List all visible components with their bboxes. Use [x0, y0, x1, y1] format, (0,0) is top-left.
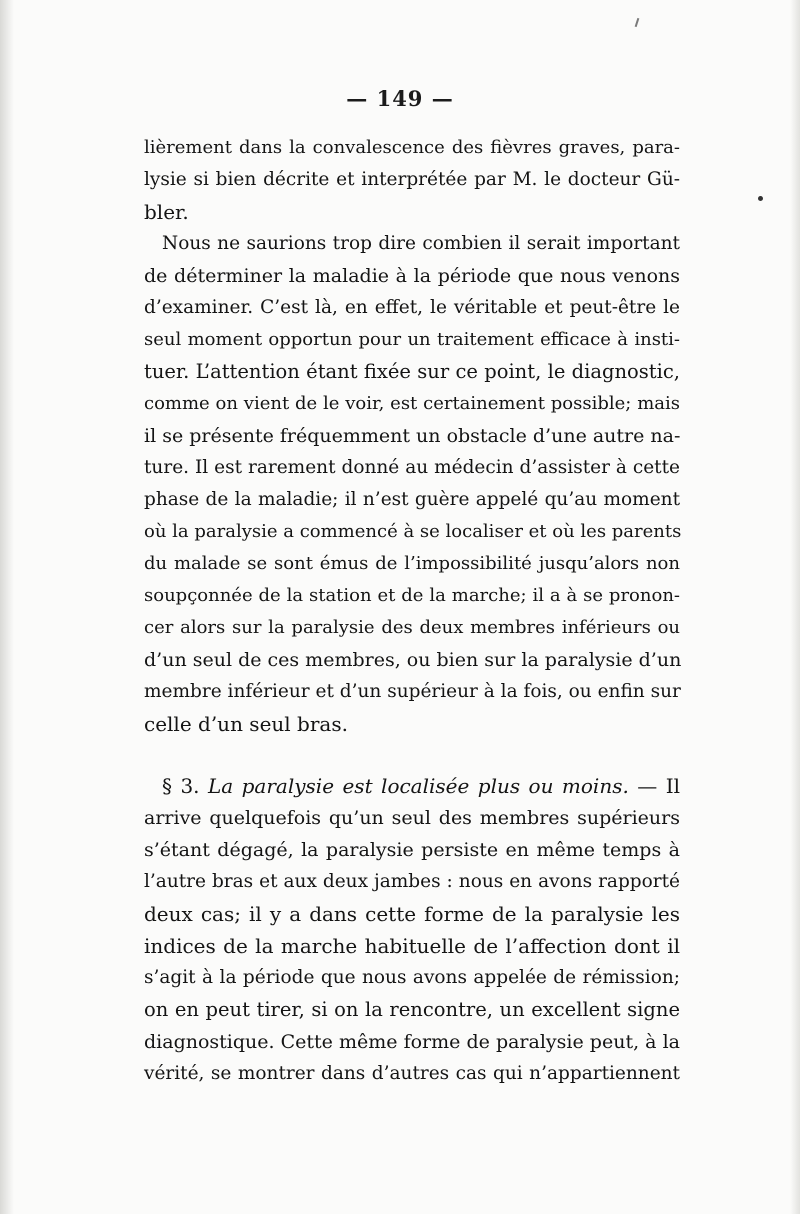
- scan-edge-left: [0, 0, 14, 1214]
- text-line: comme on vient de le voir, est certainement possible; mais: [144, 393, 680, 414]
- text-line: vérité, se montrer dans d’autres cas qui n’appartiennent: [144, 1063, 680, 1084]
- text-line: seul moment opportun pour un traitement efficace à insti-: [144, 329, 680, 350]
- scan-edge-right: [790, 0, 800, 1214]
- text-line: arrive quelquefois qu’un seul des membres supérieurs: [144, 807, 680, 829]
- text-line: membre inférieur et d’un supérieur à la fois, ou enfin sur: [144, 681, 681, 702]
- scan-speck: [758, 196, 763, 201]
- text-line: celle d’un seul bras.: [144, 712, 348, 736]
- section-title: La paralysie est localisée plus ou moins.: [207, 774, 629, 798]
- text-line: il se présente fréquemment un obstacle d’une autre na-: [144, 425, 681, 447]
- page-number: — 149 —: [346, 86, 454, 111]
- text-line: phase de la maladie; il n’est guère appelé qu’au moment: [144, 489, 680, 510]
- text-line: où la paralysie a commencé à se localiser et où les parents: [144, 521, 682, 542]
- text-line: ture. Il est rarement donné au médecin d’assister à cette: [144, 457, 680, 478]
- section-continuation: — Il: [637, 774, 681, 798]
- text-line: diagnostique. Cette même forme de paralysie peut, à la: [144, 1031, 680, 1053]
- section-number: § 3.: [162, 774, 200, 798]
- text-line: du malade se sont émus de l’impossibilité jusqu’alors non: [144, 553, 680, 574]
- paragraph-start: Nous ne saurions trop dire combien il serait important: [162, 233, 680, 254]
- text-line: deux cas; il y a dans cette forme de la paralysie les: [144, 902, 680, 926]
- text-line: s’agit à la période que nous avons appelée de rémission;: [144, 967, 680, 988]
- text-line: cer alors sur la paralysie des deux membres inférieurs ou: [144, 617, 680, 638]
- text-line: s’étant dégagé, la paralysie persiste en même temps à: [144, 839, 680, 861]
- text-line: bler.: [144, 200, 189, 224]
- text-line: on en peut tirer, si on la rencontre, un excellent signe: [144, 998, 680, 1021]
- text-line: d’un seul de ces membres, ou bien sur la paralysie d’un: [144, 649, 682, 671]
- scan-mark: [635, 18, 640, 27]
- text-line: indices de la marche habituelle de l’affection dont il: [144, 934, 680, 958]
- text-line: l’autre bras et aux deux jambes : nous en avons rapporté: [144, 871, 680, 892]
- text-line: lysie si bien décrite et interprétée par M. le docteur Gü-: [144, 169, 680, 190]
- text-line: d’examiner. C’est là, en effet, le véritable et peut-être le: [144, 297, 680, 318]
- text-line: lièrement dans la convalescence des fièvres graves, para-: [144, 137, 680, 158]
- text-line: soupçonnée de la station et de la marche; il a à se pronon-: [144, 585, 680, 606]
- text-line: tuer. L’attention étant fixée sur ce point, le diagnostic,: [144, 360, 680, 383]
- text-line: de déterminer la maladie à la période que nous venons: [144, 265, 680, 287]
- section-heading: [162, 770, 680, 802]
